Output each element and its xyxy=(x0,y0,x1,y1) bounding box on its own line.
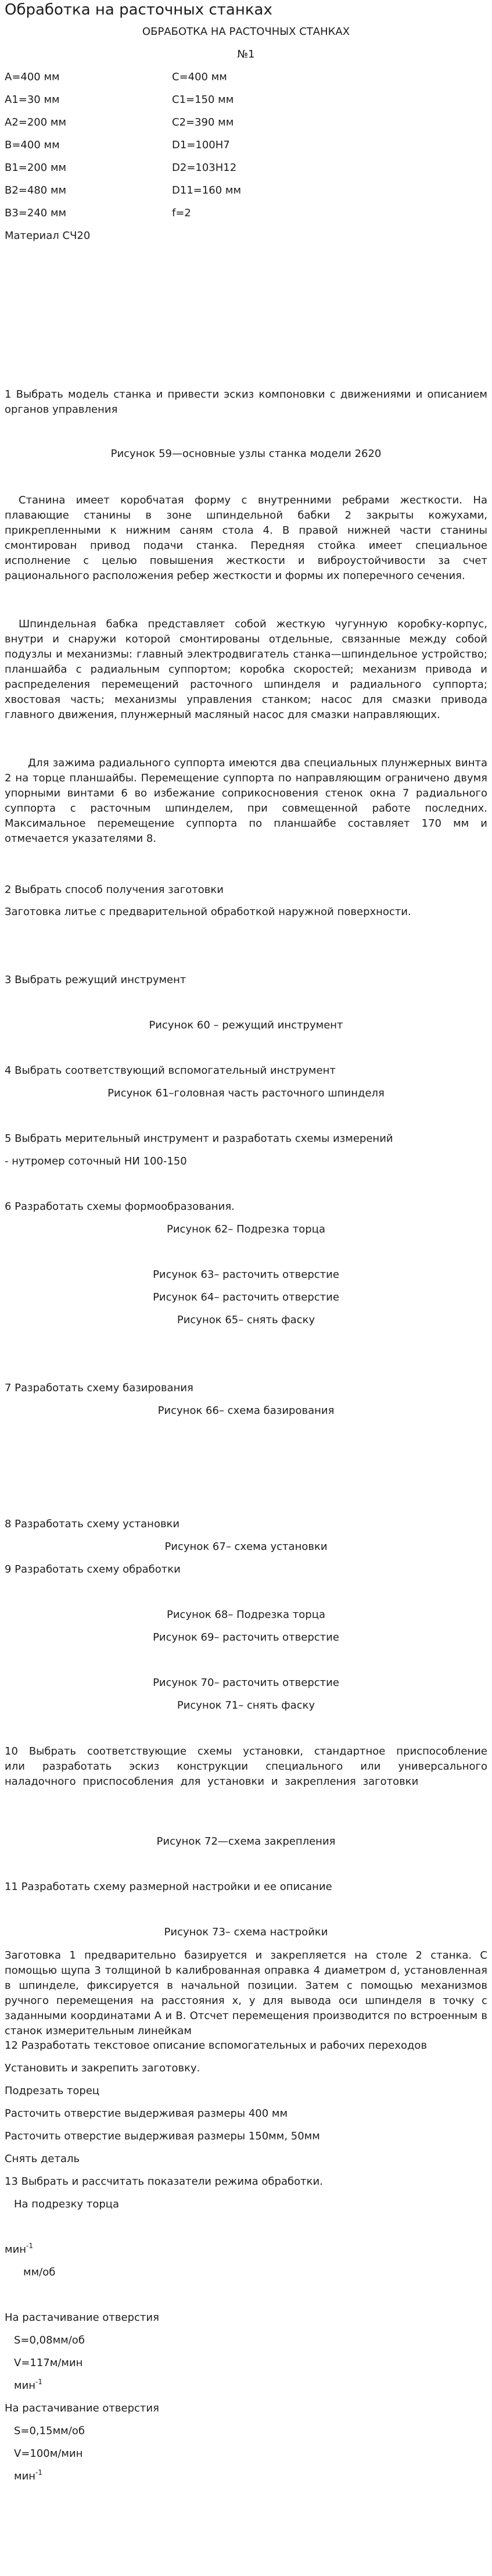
step-heading: 2 Выбрать способ получения заготовки xyxy=(5,884,224,896)
mode-heading: На подрезку торца xyxy=(14,2198,120,2210)
feed-value: S=0,15мм/об xyxy=(14,2425,85,2437)
unit-label: мин$^{-1}$ xyxy=(14,2378,43,2392)
feed-value: S=0,08мм/об xyxy=(14,2334,85,2346)
param-row xyxy=(0,184,492,196)
step-heading: 7 Разработать схему базирования xyxy=(5,1382,193,1394)
figure-caption: Рисунок 62– Подрезка торца xyxy=(167,1223,325,1235)
speed-value: V=100м/мин xyxy=(14,2448,83,2460)
step-text: Заготовка литье с предварительной обработкой наружной поверхности. xyxy=(5,906,411,918)
step-heading: 1 Выбрать модель станка и привести эскиз компоновки с движениями и описанием органов управления xyxy=(5,388,487,416)
operation-step: Снять деталь xyxy=(5,2153,80,2165)
material: Материал СЧ20 xyxy=(5,230,91,242)
figure-caption: Рисунок 67– схема установки xyxy=(164,1541,328,1553)
mode-heading: На растачивание отверстия xyxy=(5,2402,159,2414)
param-row xyxy=(0,139,492,151)
unit-label: мм/об xyxy=(23,2266,56,2278)
param-value: D2=103Н12 xyxy=(172,162,237,174)
document-heading: ОБРАБОТКА НА РАСТОЧНЫХ СТАНКАХ xyxy=(142,26,350,38)
step-heading: 5 Выбрать мерительный инструмент и разработать схемы измерений xyxy=(5,1132,393,1145)
param-value: А=400 мм xyxy=(5,71,60,83)
param-value: С1=150 мм xyxy=(172,94,234,106)
step-heading: 6 Разработать схемы формообразования. xyxy=(5,1201,235,1213)
step-heading: 9 Разработать схему обработки xyxy=(5,1563,181,1575)
param-value: D11=160 мм xyxy=(172,184,242,196)
figure-caption: Рисунок 60 – режущий инструмент xyxy=(149,1019,343,1031)
speed-value: V=117м/мин xyxy=(14,2357,83,2369)
param-value: В=400 мм xyxy=(5,139,60,151)
param-value: В1=200 мм xyxy=(5,162,67,174)
param-row xyxy=(0,162,492,174)
operation-step: Расточить отверстие выдерживая размеры 400 мм xyxy=(5,2107,288,2120)
param-value: f=2 xyxy=(172,207,191,219)
param-value: В2=480 мм xyxy=(5,184,67,196)
operation-step: Расточить отверстие выдерживая размеры 150мм, 50мм xyxy=(5,2130,320,2142)
step-heading: 8 Разработать схему установки xyxy=(5,1518,180,1530)
figure-caption: Рисунок 65– снять фаску xyxy=(177,1314,315,1326)
step-text: - нутромер соточный НИ 100-150 xyxy=(5,1155,187,1167)
param-value: В3=240 мм xyxy=(5,207,67,219)
figure-caption: Рисунок 59—основные узлы станка модели 2620 xyxy=(110,448,382,460)
figure-caption: Рисунок 63– расточить отверстие xyxy=(153,1269,339,1281)
figure-caption: Рисунок 64– расточить отверстие xyxy=(153,1291,339,1303)
param-row xyxy=(0,94,492,106)
document-number: №1 xyxy=(237,48,255,60)
paragraph: Для зажима радиального суппорта имеются два специальных плунжерных винта 2 на торце планшайбы. Перемещение суппорта по направляющим ограничено двумя упорными винтами 6 во избежание соприкосновения стенок окна 7 радиального суппорта с расточным шпинделем, при совмещенной работе последних. Максимальное перемещение суппорта по планшайбе составляет 170 мм и отмечается указателями 8. xyxy=(5,757,487,845)
paragraph: Заготовка 1 предварительно базируется и закрепляется на столе 2 станка. С помощью щупа 3 толщиной b калиброванная оправка 4 диаметром d, установленная в шпинделе, фиксируется в начальной позиции. Затем с помощью механизмов ручного перемещения на расстояния х, у для вывода оси шпинделя в точку с заданными координатами А и В. Отсчет перемещения производится по встроенным в станок измерительным линейкам xyxy=(5,1949,487,2037)
figure-caption: Рисунок 73– схема настройки xyxy=(164,1926,328,1938)
page-title: Обработка на расточных станках xyxy=(5,1,272,19)
figure-caption: Рисунок 68– Подрезка торца xyxy=(167,1609,325,1621)
unit-label: мин$^{-1}$ xyxy=(14,2468,43,2482)
param-row xyxy=(0,71,492,83)
param-value: D1=100Н7 xyxy=(172,139,230,151)
param-value: А2=200 мм xyxy=(5,116,67,128)
figure-caption: Рисунок 71– снять фаску xyxy=(177,1699,315,1712)
unit-label: мин$^{-1}$ xyxy=(5,2242,34,2256)
step-heading: 10 Выбрать соответствующие схемы установки, стандартное приспособление или разработать эскиз конструкции специального или универсального наладочного приспособления для установки и закрепления заготовки xyxy=(5,1745,487,1788)
paragraph: Станина имеет коробчатая форму с внутренними ребрами жесткости. На плавающие станины в зоне шпиндельной бабки 2 закрыты кожухами, прикрепленными к нижним саням стола 4. В правой нижней части станины смонтирован привод подачи станка. Передняя стойка имеет специальное исполнение с целью повышения жесткости и виброустойчивости за счет рационального расположения ребер жесткости и формы их поперечного сечения. xyxy=(5,494,487,582)
step-heading: 13 Выбрать и рассчитать показатели режима обработки. xyxy=(5,2175,323,2188)
step-heading: 4 Выбрать соответствующий вспомогательный инструмент xyxy=(5,1064,336,1077)
figure-caption: Рисунок 69– расточить отверстие xyxy=(153,1631,339,1644)
param-value: А1=30 мм xyxy=(5,94,60,106)
figure-caption: Рисунок 66– схема базирования xyxy=(157,1405,335,1417)
operation-step: Подрезать торец xyxy=(5,2085,100,2097)
figure-caption: Рисунок 61–головная часть расточного шпинделя xyxy=(107,1087,385,1099)
param-value: С=400 мм xyxy=(172,71,227,83)
step-heading: 12 Разработать текстовое описание вспомогательных и рабочих переходов xyxy=(5,2039,428,2052)
figure-caption: Рисунок 70– расточить отверстие xyxy=(153,1677,339,1689)
figure-caption: Рисунок 72—схема закрепления xyxy=(156,1835,336,1848)
step-heading: 3 Выбрать режущий инструмент xyxy=(5,974,186,986)
step-heading: 11 Разработать схему размерной настройки и ее описание xyxy=(5,1881,332,1893)
mode-heading: На растачивание отверстия xyxy=(5,2311,159,2324)
param-row xyxy=(0,116,492,128)
paragraph: Шпиндельная бабка представляет собой жесткую чугунную коробку-корпус, внутри и снаружи которой смонтированы отдельные, связанные между собой подузлы и механизмы: главный электродвигатель станка—шпиндельное устройство; планшайба с радиальным суппортом; коробка скоростей; механизм привода и распределения перемещений расточного шпинделя и радиального суппорта; хвостовая часть; механизмы управления станком; насос для смазки привода главного движения, плунжерный масляный насос для смазки направляющих. xyxy=(5,618,487,721)
param-row xyxy=(0,207,492,219)
param-value: С2=390 мм xyxy=(172,116,234,128)
operation-step: Установить и закрепить заготовку. xyxy=(5,2062,200,2074)
